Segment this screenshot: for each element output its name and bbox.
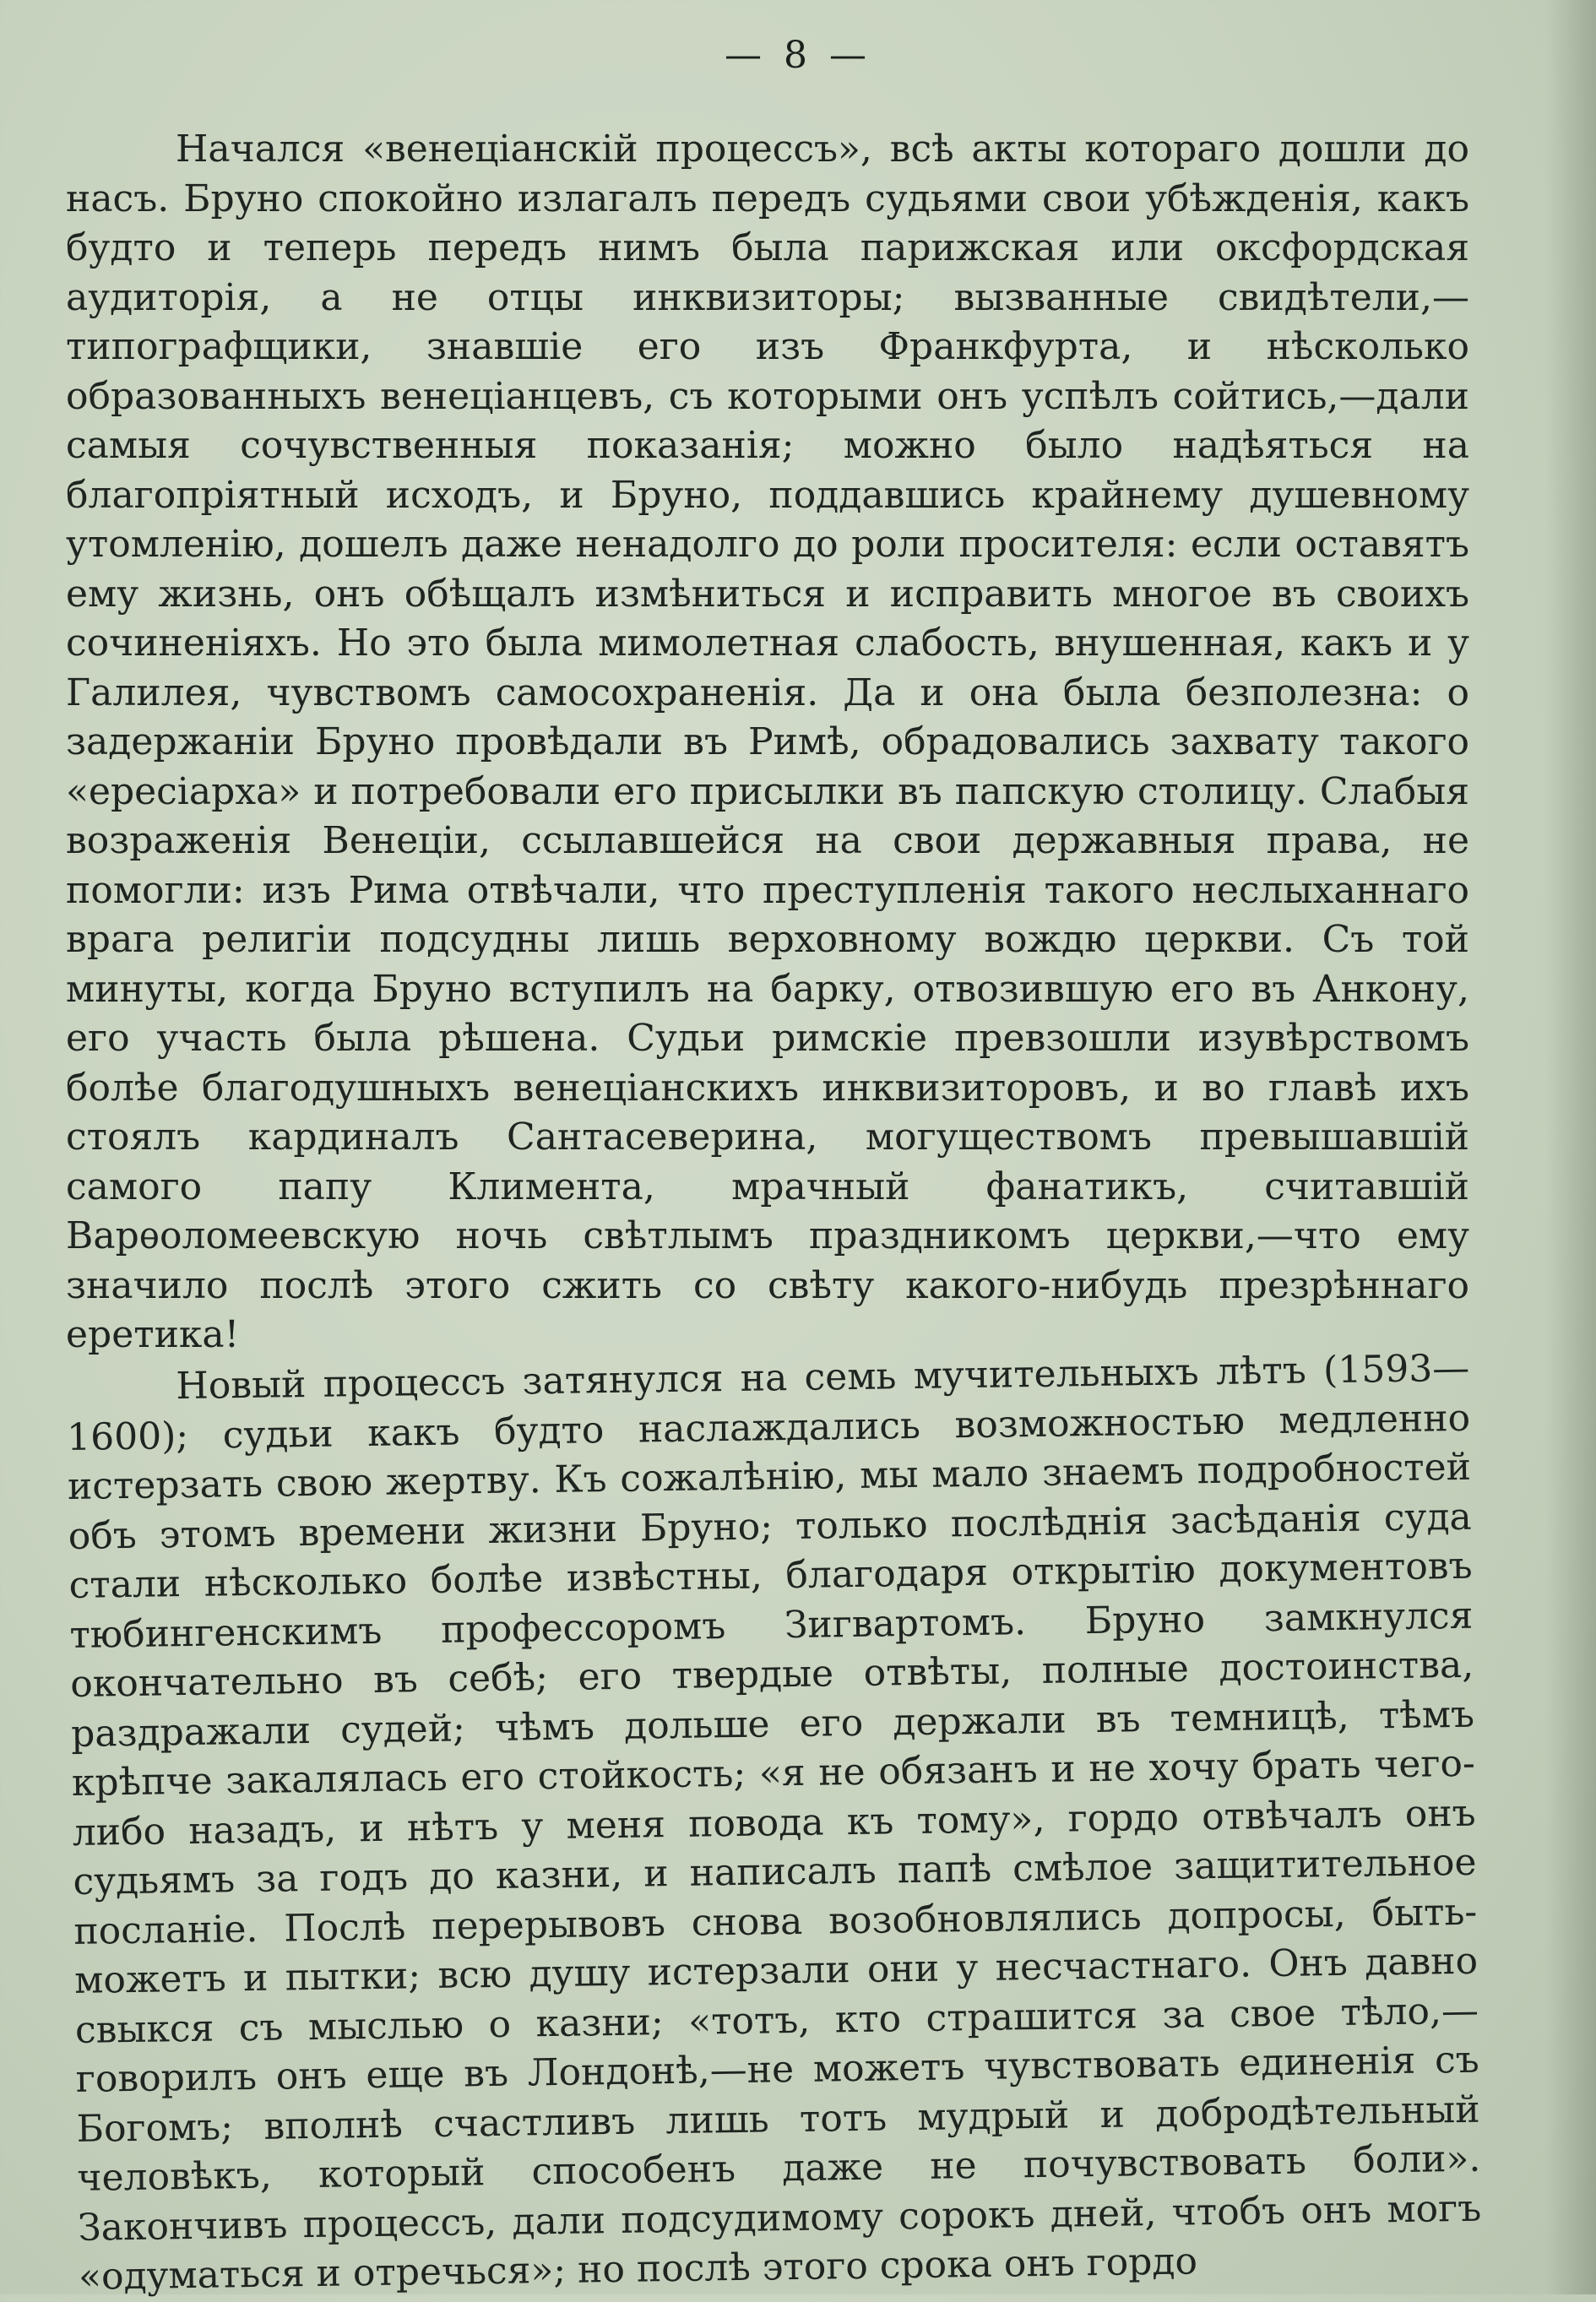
paragraph-venetian-trial: Начался «венеціанскій процессъ», всѣ акты котораго дошли до насъ. Бруно спокойно излагалъ передъ судьями свои убѣжденія, какъ будто и теперь передъ нимъ была парижская или оксфордская аудиторія, а не отцы инквизиторы; вызванные свидѣтели,—типографщики, знавшіе его изъ Франкфурта, и нѣсколько образованныхъ венеціанцевъ, съ которыми онъ успѣлъ сойтись,—дали самыя сочувственныя показанія; можно было надѣяться на благопріятный исходъ, и Бруно, поддавшись крайнему душевному утомленію, дошелъ даже ненадолго до роли просителя: если оставятъ ему жизнь, онъ обѣщалъ измѣниться и исправить многое въ своихъ сочиненіяхъ. Но это была мимолетная слабость, внушенная, какъ и у Галилея, чувствомъ самосохраненія. Да и она была безполезна: о задержаніи Бруно провѣдали въ Римѣ, обрадовались захвату такого «ересіарха» и потребовали его присылки въ папскую столицу. Слабыя возраженія Венеціи, ссылавшейся на свои державныя права, не помогли: изъ Рима отвѣчали, что преступленія такого неслыханнаго врага религіи подсудны лишь верховному вождю церкви. Съ той минуты, когда Бруно вступилъ на барку, отвозившую его въ Анкону, его участь была рѣшена. Судьи римскіе превзошли изувѣрствомъ болѣе благодушныхъ венеціанскихъ инквизиторовъ, и во главѣ ихъ стоялъ кардиналъ Сантасеверина, могуществомъ превышавшій самого папу Климента, мрачный фанатикъ, считавшій Варѳоломеевскую ночь свѣтлымъ праздникомъ церкви,—что ему значило послѣ этого сжить со свѣту какого-нибудь презрѣннаго еретика!: [66, 128, 1469, 1356]
paragraph-new-trial: Новый процессъ затянулся на семь мучительныхъ лѣтъ (1593—1600); судьи какъ будто наслаждались возможностью медленно истерзать свою жертву. Къ сожалѣнію, мы мало знаемъ подробностей объ этомъ времени жизни Бруно; только послѣднія засѣданія суда стали нѣсколько болѣе извѣстны, благодаря открытію документовъ тюбингенскимъ профессоромъ Зигвартомъ. Бруно замкнулся окончательно въ себѣ; его твердые отвѣты, полные достоинства, раздражали судей; чѣмъ дольше его держали въ темницѣ, тѣмъ крѣпче закалялась его стойкость; «я не обязанъ и не хочу брать чего-либо назадъ, и нѣтъ у меня повода къ тому», гордо отвѣчалъ онъ судьямъ за годъ до казни, и написалъ папѣ смѣлое защитительное посланіе. Послѣ перерывовъ снова возобновлялись допросы, быть-можетъ и пытки; всю душу истерзали они у несчастнаго. Онъ давно свыкся съ мыслью о казни; «тотъ, кто страшится за свое тѣло,—говорилъ онъ еще въ Лондонѣ,—не можетъ чувствовать единенія съ Богомъ; вполнѣ счастливъ лишь тотъ мудрый и добродѣтельный человѣкъ, который способенъ даже не почувствовать боли». Закончивъ процессъ, дали подсудимому сорокъ дней, чтобъ онъ могъ «одуматься и отречься»; но послѣ этого срока онъ гордо: [66, 1346, 1482, 2299]
page-edge-shadow: [1545, 0, 1596, 2294]
page-number: — 8 —: [725, 34, 871, 77]
body-text: [66, 125, 1482, 2302]
